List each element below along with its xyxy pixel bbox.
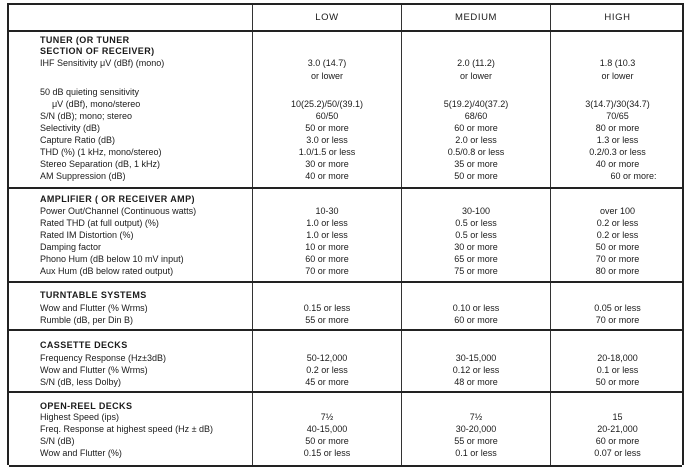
- cell-medium: 65 or more: [454, 254, 498, 264]
- cell-high: 0.07 or less: [594, 448, 641, 458]
- cell-high: 0.1 or less: [596, 365, 639, 375]
- spec-table: [7, 3, 684, 465]
- header-low: LOW: [315, 12, 339, 23]
- cell-high: 1.3 or less: [596, 135, 639, 145]
- cell-medium: 50 or more: [454, 171, 498, 181]
- cell-medium: 5(19.2)/40(37.2): [443, 99, 509, 109]
- cell-low: 30 or more: [305, 159, 349, 169]
- row-label: AM Suppression (dB): [40, 171, 126, 181]
- cell-low: 1.0/1.5 or less: [298, 147, 356, 157]
- table-row: [9, 447, 682, 460]
- cell-medium: 0.5/0.8 or less: [447, 147, 505, 157]
- cell-medium: 0.12 or less: [452, 365, 500, 375]
- cell-high: 70 or more: [595, 254, 640, 264]
- cell-medium: 7½: [469, 412, 483, 422]
- row-label: Capture Ratio (dB): [40, 135, 116, 145]
- cell-medium: 75 or more: [454, 266, 498, 276]
- cell-high: 0.2 or less: [596, 218, 639, 228]
- cell-high: 20-18,000: [597, 353, 638, 363]
- row-label: Wow and Flutter (%): [40, 448, 122, 458]
- cell-low: 45 or more: [305, 377, 349, 387]
- table-row: [9, 265, 682, 278]
- cell-high: 20-21,000: [597, 424, 638, 434]
- table-row: [9, 170, 682, 183]
- row-label: Rumble (dB, per Din B): [40, 315, 134, 325]
- cell-medium: 0.1 or less: [455, 448, 497, 458]
- row-label: S/N (dB): [40, 436, 75, 446]
- cell-high: over 100: [599, 206, 636, 216]
- cell-high: 80 or more: [595, 266, 640, 276]
- row-label: 50 dB quieting sensitivity: [40, 87, 140, 97]
- cell-medium: 2.0 or less: [455, 135, 497, 145]
- row-label: THD (%) (1 kHz, mono/stereo): [40, 147, 162, 157]
- row-label: Wow and Flutter (% Wrms): [40, 365, 148, 375]
- section-amplifier: [9, 189, 682, 283]
- header-medium: MEDIUM: [454, 12, 498, 23]
- section-title: CASSETTE DECKS: [40, 340, 128, 350]
- section-title: SECTION OF RECEIVER): [40, 46, 155, 56]
- row-label: Selectivity (dB): [40, 123, 101, 133]
- cell-low: 60 or more: [305, 254, 349, 264]
- cell-medium: or lower: [459, 71, 492, 81]
- cell-high: 50 or more: [595, 242, 640, 252]
- cell-high: 0.2/0.3 or less: [589, 147, 646, 157]
- cell-high: 50 or more: [595, 377, 640, 387]
- cell-medium: 30-15,000: [455, 353, 497, 363]
- cell-low: 10(25.2)/50/(39.1): [290, 99, 364, 109]
- section-title: TURNTABLE SYSTEMS: [40, 290, 147, 300]
- row-label: Power Out/Channel (Continuous watts): [40, 206, 197, 216]
- table-header: [9, 5, 682, 32]
- row-label: Frequency Response (Hz±3dB): [40, 353, 166, 363]
- table-row: [9, 314, 682, 327]
- cell-medium: 48 or more: [454, 377, 498, 387]
- cell-high: 1.8 (10.3: [599, 58, 636, 68]
- row-label: Wow and Flutter (% Wrms): [40, 303, 148, 313]
- cell-high: or lower: [601, 71, 634, 81]
- cell-low: 55 or more: [305, 315, 349, 325]
- cell-medium: 30-20,000: [455, 424, 497, 434]
- cell-medium: 30-100: [461, 206, 491, 216]
- cell-medium: 2.0 (11.2): [457, 58, 495, 68]
- cell-low: 10 or more: [305, 242, 349, 252]
- section-title: TUNER (OR TUNER: [40, 35, 130, 45]
- row-label: Aux Hum (dB below rated output): [40, 266, 174, 276]
- cell-medium: 35 or more: [454, 159, 498, 169]
- cell-medium: 0.10 or less: [452, 303, 500, 313]
- cell-low: 50 or more: [305, 123, 349, 133]
- cell-low: 1.0 or less: [306, 218, 348, 228]
- cell-low: 0.2 or less: [306, 365, 348, 375]
- row-label: Rated IM Distortion (%): [40, 230, 134, 240]
- row-label: S/N (dB, less Dolby): [40, 377, 122, 387]
- section-tuner: [9, 32, 682, 189]
- cell-high: 15: [612, 412, 623, 422]
- cell-high: 0.05 or less: [594, 303, 641, 313]
- cell-high: 70 or more: [595, 315, 640, 325]
- section-title: OPEN-REEL DECKS: [40, 401, 133, 411]
- cell-high: 3(14.7)/30(34.7): [585, 99, 650, 109]
- cell-low: 3.0 or less: [306, 135, 348, 145]
- row-label: S/N (dB); mono; stereo: [40, 111, 133, 121]
- cell-high: 0.2 or less: [596, 230, 639, 240]
- cell-low: 50 or more: [305, 436, 349, 446]
- cell-low: or lower: [310, 71, 343, 81]
- cell-low: 10-30: [315, 206, 339, 216]
- section-cassette: [9, 331, 682, 393]
- cell-high: 60 or more:: [610, 171, 657, 181]
- row-label: Stereo Separation (dB, 1 kHz): [40, 159, 161, 169]
- row-label: Highest Speed (ips): [40, 412, 120, 422]
- cell-low: 1.0 or less: [306, 230, 348, 240]
- section-open-reel: [9, 393, 682, 467]
- section-title: AMPLIFIER ( OR RECEIVER AMP): [40, 194, 195, 204]
- cell-low: 40-15,000: [306, 424, 348, 434]
- cell-high: 40 or more: [595, 159, 640, 169]
- row-label: μV (dBf), mono/stereo: [52, 99, 141, 109]
- table-row: [9, 57, 682, 70]
- cell-high: 80 or more: [595, 123, 640, 133]
- cell-low: 60/50: [315, 111, 339, 121]
- row-label: IHF Sensitivity μV (dBf) (mono): [40, 58, 165, 68]
- cell-low: 7½: [320, 412, 334, 422]
- cell-low: 40 or more: [305, 171, 349, 181]
- cell-medium: 68/60: [464, 111, 488, 121]
- cell-medium: 0.5 or less: [455, 230, 497, 240]
- row-label: Phono Hum (dB below 10 mV input): [40, 254, 184, 264]
- cell-low: 0.15 or less: [303, 448, 351, 458]
- cell-high: 60 or more: [595, 436, 640, 446]
- table-row: [9, 70, 682, 83]
- row-label: Damping factor: [40, 242, 102, 252]
- cell-low: 3.0 (14.7): [307, 58, 347, 68]
- row-label: Rated THD (at full output) (%): [40, 218, 159, 228]
- cell-low: 50-12,000: [306, 353, 348, 363]
- cell-medium: 0.5 or less: [455, 218, 497, 228]
- cell-medium: 60 or more: [454, 123, 498, 133]
- table-row: [9, 376, 682, 389]
- cell-high: 70/65: [606, 111, 629, 121]
- cell-medium: 60 or more: [454, 315, 498, 325]
- header-high: HIGH: [604, 12, 631, 23]
- cell-low: 0.15 or less: [303, 303, 351, 313]
- cell-medium: 55 or more: [454, 436, 498, 446]
- row-label: Freq. Response at highest speed (Hz ± dB): [40, 424, 214, 434]
- cell-medium: 30 or more: [454, 242, 498, 252]
- section-turntable: [9, 283, 682, 331]
- cell-low: 70 or more: [305, 266, 349, 276]
